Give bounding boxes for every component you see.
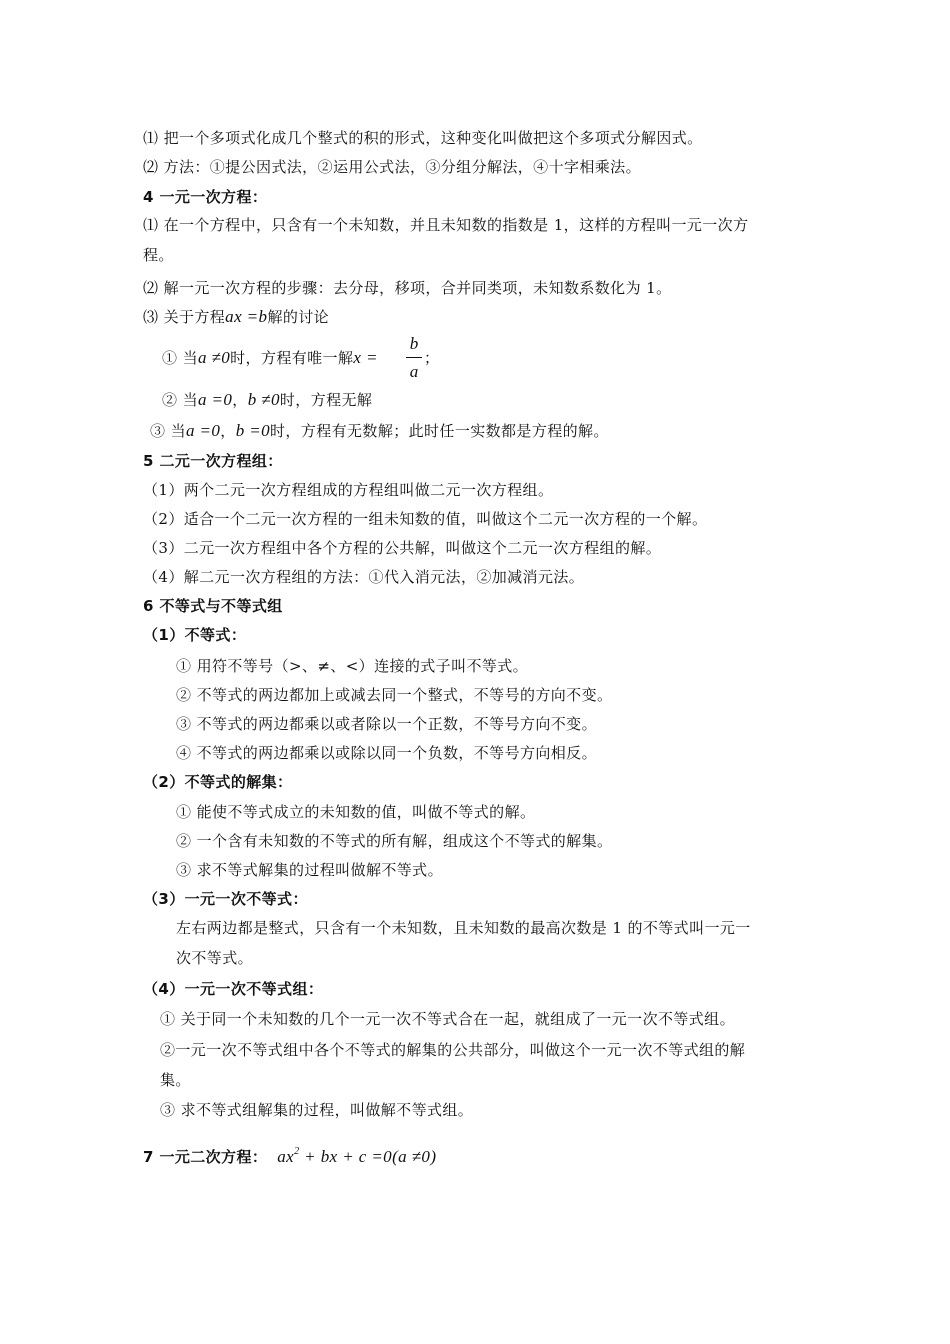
s6-p4-item-1: ① 关于同一个未知数的几个一元一次不等式合在一起，就组成了一元一次不等式组。 xyxy=(160,1010,735,1028)
section-7-heading: 7 一元二次方程： xyxy=(143,1148,268,1166)
s4-solving-steps: ⑵ 解一元一次方程的步骤：去分母，移项，合并同类项，未知数系数化为 1。 xyxy=(143,279,672,297)
s6-p2-item-2: ② 一个含有未知数的不等式的所有解，组成这个不等式的解集。 xyxy=(176,832,613,850)
s5-item-2: （2）适合一个二元一次方程的一组未知数的值，叫做这个二元一次方程的一个解。 xyxy=(143,510,708,528)
s6-p2-item-1: ① 能使不等式成立的未知数的值，叫做不等式的解。 xyxy=(176,803,536,821)
s5-item-3: （3）二元一次方程组中各个方程的公共解，叫做这个二元一次方程组的解。 xyxy=(143,539,662,557)
fraction-bar xyxy=(406,357,422,358)
s6-part1-heading: （1）不等式： xyxy=(143,626,247,644)
s4-discussion: ⑶ 关于方程ax =b解的讨论 xyxy=(143,307,330,326)
s6-p1-item-1: ① 用符不等号（>、≠、<）连接的式子叫不等式。 xyxy=(176,657,529,675)
s6-part2-heading: （2）不等式的解集： xyxy=(143,773,293,791)
s4-case1-end: ； xyxy=(424,349,440,367)
s5-item-4: （4）解二元一次方程组的方法：①代入消元法，②加减消元法。 xyxy=(143,568,585,586)
s6-p4-item-3: ③ 求不等式组解集的过程，叫做解不等式组。 xyxy=(160,1101,474,1119)
factor-definition: ⑴ 把一个多项式化成几个整式的积的形式，这种变化叫做把这个多项式分解因式。 xyxy=(143,129,703,147)
s4-definition-line2: 程。 xyxy=(143,246,174,264)
section-4-heading: 4 一元一次方程： xyxy=(143,188,268,206)
s4-definition-line1: ⑴ 在一个方程中，只含有一个未知数，并且未知数的指数是 1，这样的方程叫一元一次方 xyxy=(143,216,749,234)
s4-case1: ① 当a ≠0时，方程有唯一解x = xyxy=(162,348,378,367)
s6-p1-item-3: ③ 不等式的两边都乘以或者除以一个正数，不等号方向不变。 xyxy=(176,715,597,733)
section-6-heading: 6 不等式与不等式组 xyxy=(143,597,283,615)
s5-item-1: （1）两个二元一次方程组成的方程组叫做二元一次方程组。 xyxy=(143,481,554,499)
s6-p1-item-2: ② 不等式的两边都加上或减去同一个整式，不等号的方向不变。 xyxy=(176,686,613,704)
fraction-denominator: a xyxy=(409,362,419,381)
factor-methods: ⑵ 方法：①提公因式法，②运用公式法，③分组分解法，④十字相乘法。 xyxy=(143,158,641,176)
section-5-heading: 5 二元一次方程组： xyxy=(143,452,283,470)
s6-part4-heading: （4）一元一次不等式组： xyxy=(143,980,324,998)
s6-part3-heading: （3）一元一次不等式： xyxy=(143,890,308,908)
fraction-numerator: b xyxy=(409,334,419,353)
quadratic-equation: $ax^2$ + bx + c =0(a ≠0) xyxy=(277,1146,437,1166)
section-7 xyxy=(143,1142,436,1167)
s4-case2: ② 当a =0，b ≠0时，方程无解 xyxy=(162,390,373,409)
s6-p4-item-2-line2: 集。 xyxy=(160,1071,191,1089)
s4-case3: ③ 当a =0，b =0时，方程有无数解；此时任一实数都是方程的解。 xyxy=(150,421,609,440)
equation-ax-b: ax =b xyxy=(225,307,268,326)
s6-p2-item-3: ③ 求不等式解集的过程叫做解不等式。 xyxy=(176,861,443,879)
s6-p3-line1: 左右两边都是整式，只含有一个未知数，且未知数的最高次数是 1 的不等式叫一元一 xyxy=(176,919,751,937)
s6-p3-line2: 次不等式。 xyxy=(176,949,254,967)
s6-p4-item-2-line1: ②一元一次不等式组中各个不等式的解集的公共部分，叫做这个一元一次不等式组的解 xyxy=(160,1041,746,1059)
s6-p1-item-4: ④ 不等式的两边都乘以或除以同一个负数，不等号方向相反。 xyxy=(176,744,597,762)
